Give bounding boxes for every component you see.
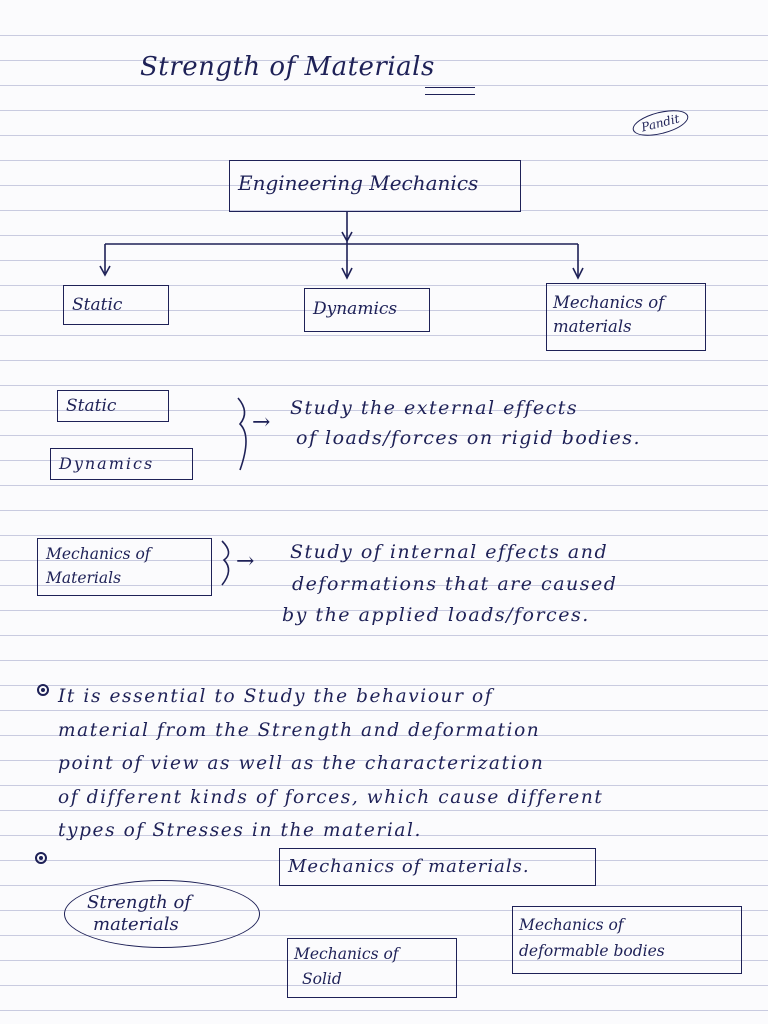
- deform-line-1: Mechanics of: [519, 916, 624, 934]
- static-box: [57, 390, 169, 422]
- mom-note-line-1: Study of internal effects and: [290, 541, 609, 563]
- page-title: Strength of Materials: [140, 52, 435, 82]
- arrow-right-icon: →: [252, 410, 271, 435]
- paragraph-line-5: types of Stresses in the material.: [58, 820, 422, 841]
- dynamics-label: Dynamics: [59, 454, 155, 473]
- dynamics-box: [50, 448, 193, 480]
- paragraph-line-3: point of view as well as the characterization: [58, 753, 545, 774]
- som-line-2: materials: [93, 914, 179, 935]
- bottom-mom-label: Mechanics of materials.: [288, 856, 530, 877]
- strength-of-materials-oval: [64, 880, 260, 948]
- mom-note-line-3: by the applied loads/forces.: [282, 604, 590, 626]
- paragraph-line-1: It is essential to Study the behaviour of: [58, 686, 494, 707]
- mom-box: [37, 538, 212, 596]
- rigid-note-line-1: Study the external effects: [290, 397, 579, 419]
- bullet-icon-2: [35, 852, 47, 864]
- rigid-note-line-2: of loads/forces on rigid bodies.: [296, 427, 642, 449]
- mom-label-line-2: Materials: [46, 569, 122, 587]
- branch-mechanics-label: Mechanics of materials: [553, 293, 665, 336]
- solid-line-1: Mechanics of: [294, 945, 399, 963]
- arrow-right-icon-2: →: [236, 549, 255, 574]
- branch-static-label: Static: [72, 295, 123, 315]
- root-node-label: Engineering Mechanics: [238, 171, 479, 195]
- body-paragraph: [58, 680, 758, 848]
- static-label: Static: [66, 396, 117, 416]
- paragraph-line-2: material from the Strength and deformation: [58, 719, 541, 741]
- paragraph-line-4: of different kinds of forces, which cause different: [58, 786, 604, 808]
- bullet-icon: [37, 684, 49, 696]
- mom-label-line-1: Mechanics of: [46, 545, 151, 563]
- branch-static-box: [63, 285, 169, 325]
- title-underline: [425, 87, 475, 95]
- solid-line-2: Solid: [302, 970, 342, 988]
- branch-dynamics-box: [304, 288, 430, 332]
- branch-dynamics-label: Dynamics: [313, 299, 398, 319]
- deform-line-2: deformable bodies: [519, 942, 665, 960]
- deformable-box: [512, 906, 742, 974]
- root-node-box: [229, 160, 521, 212]
- author-signature: Pandit: [630, 105, 690, 140]
- solid-box: [287, 938, 457, 998]
- som-line-1: Strength of: [87, 892, 191, 913]
- branch-mechanics-box: [546, 283, 706, 351]
- mom-note-line-2: deformations that are caused: [292, 573, 618, 595]
- bottom-mom-box: [279, 848, 596, 886]
